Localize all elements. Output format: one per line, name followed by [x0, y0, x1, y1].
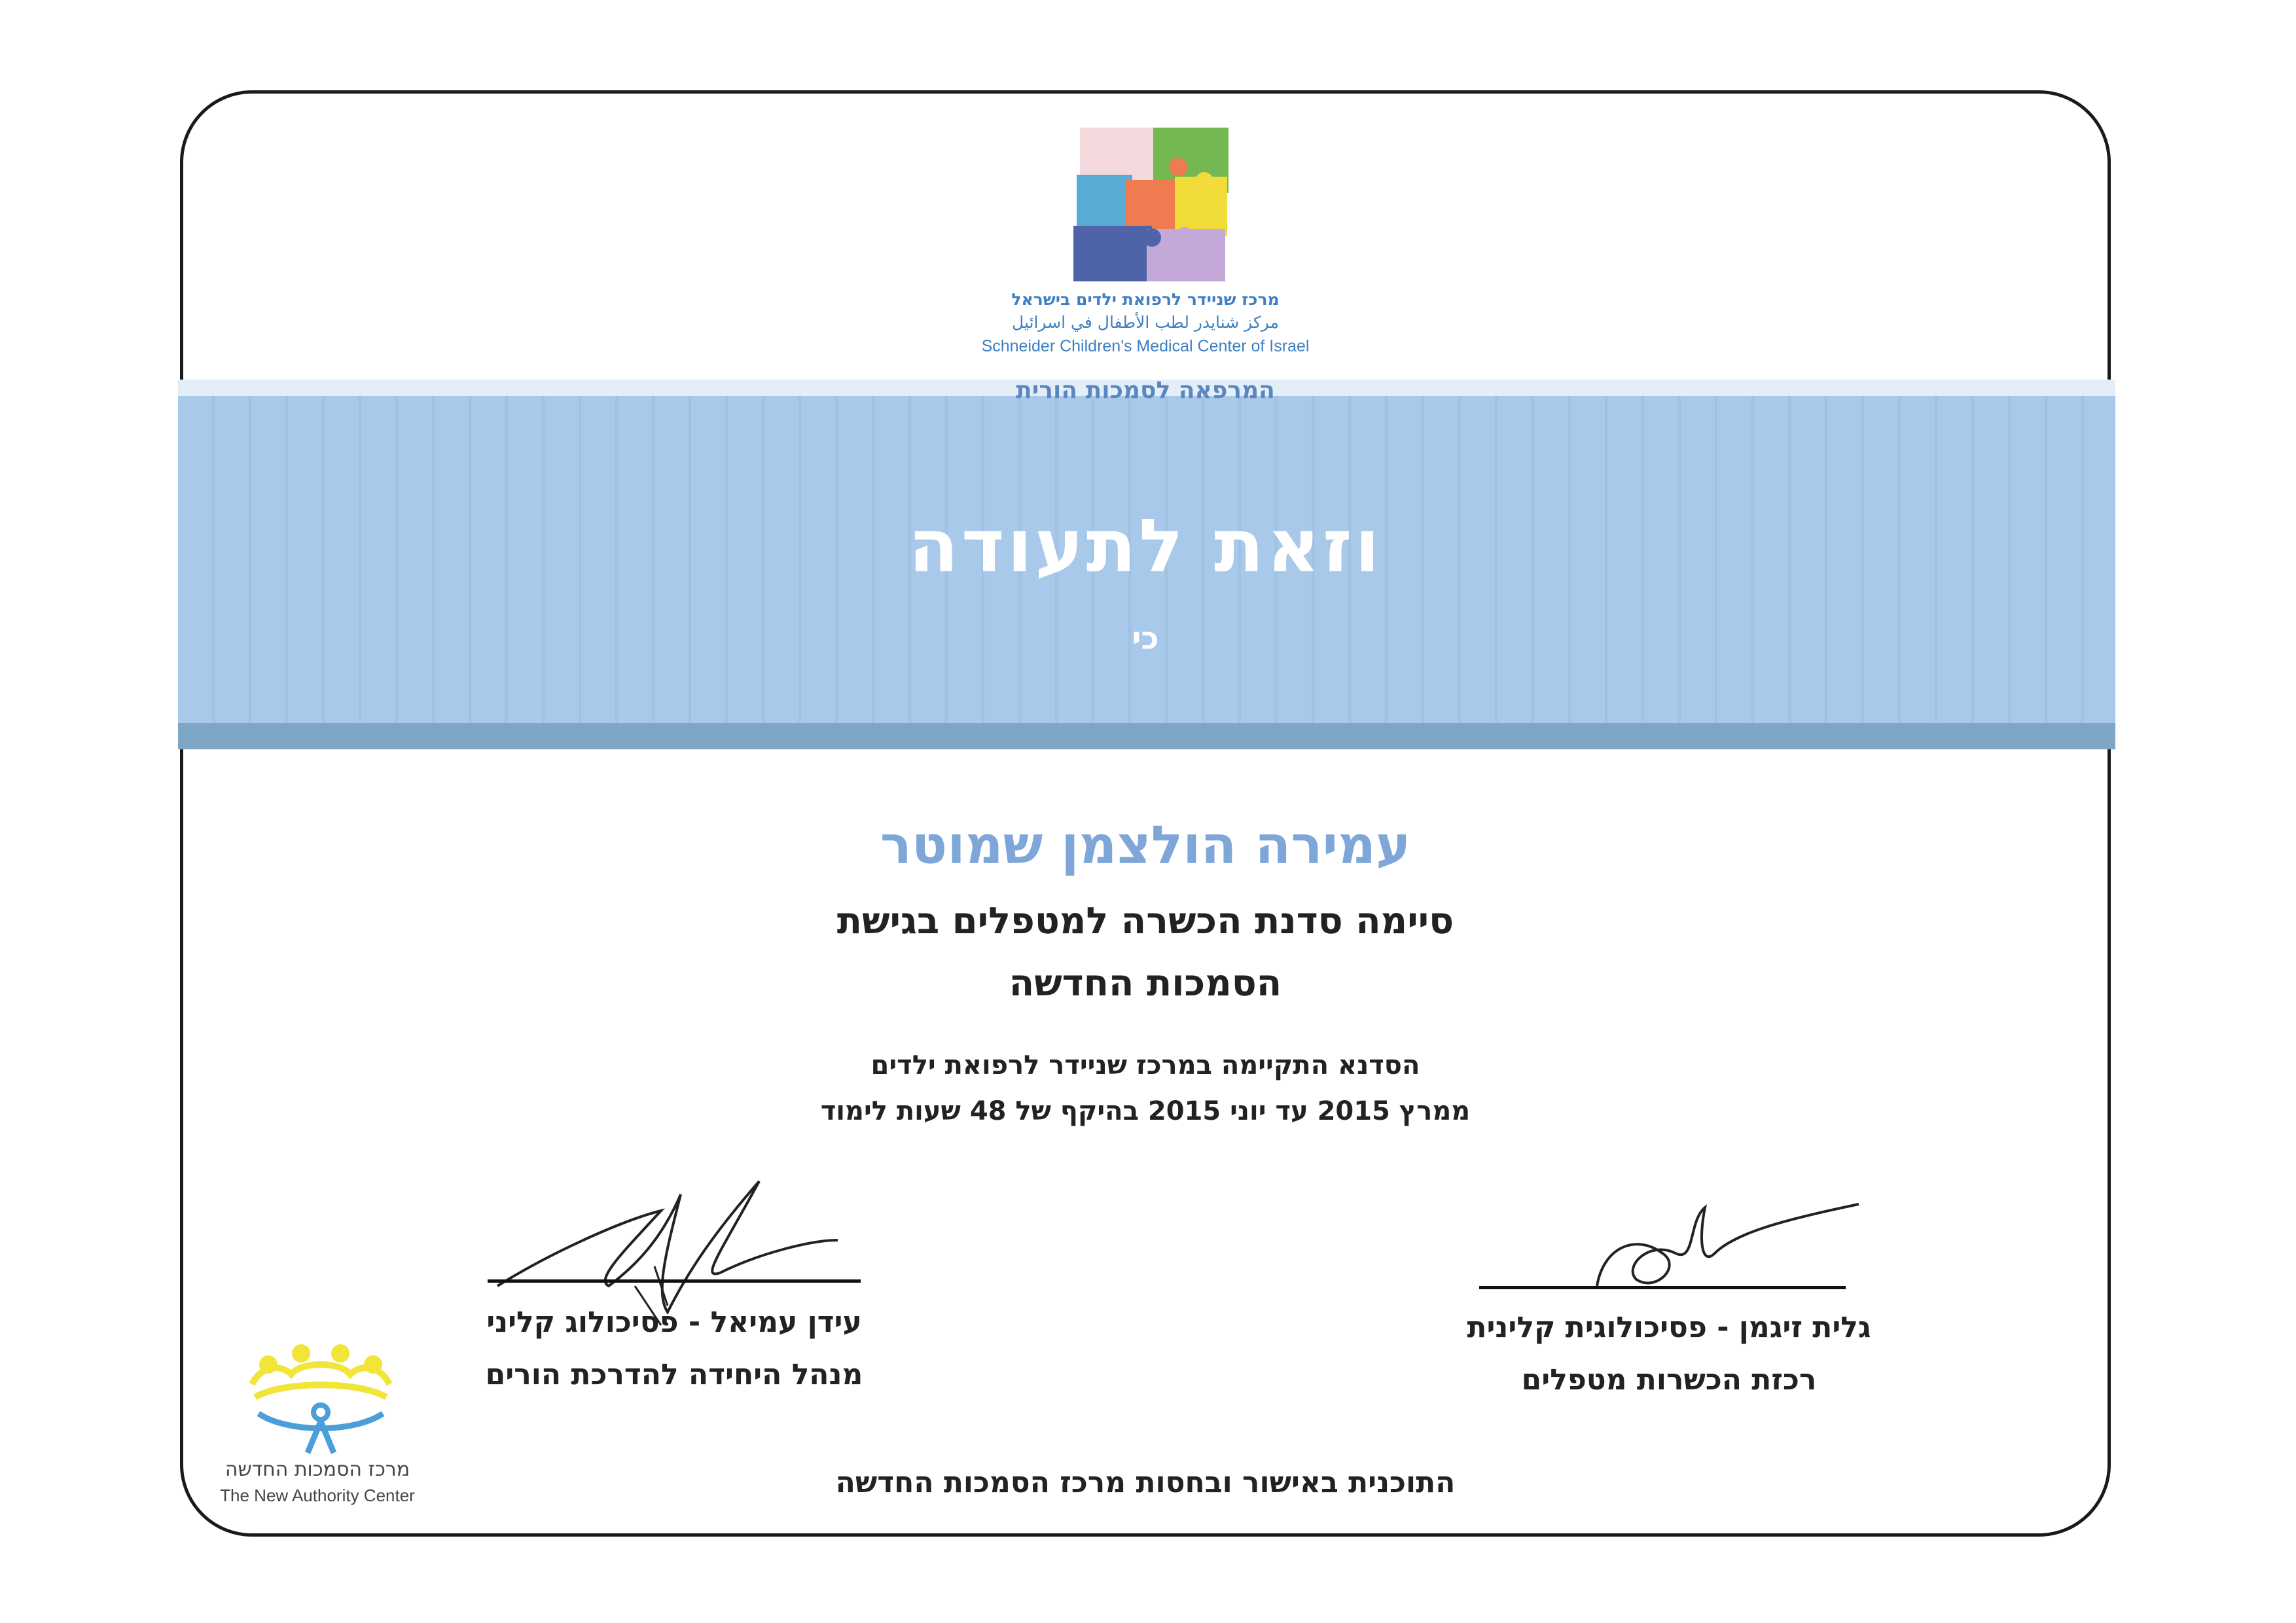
certificate-title: וזאת לתעודה — [908, 504, 1383, 589]
new-authority-logo-icon — [242, 1335, 399, 1466]
signer-right-role: רכזת הכשרות מטפלים — [1521, 1363, 1817, 1397]
workshop-location: הסדנא התקיימה במרכז שניידר לרפואת ילדים — [870, 1050, 1420, 1080]
approach-name: הסמכות החדשה — [1009, 962, 1282, 1005]
clinic-name: המרפאה לסמכות הורית — [1016, 377, 1275, 404]
certificate-ki: כי — [1132, 620, 1159, 657]
workshop-dates: ממרץ 2015 עד יוני 2015 בהיקף של 48 שעות לימוד — [820, 1096, 1471, 1126]
recipient-name: עמירה הולצמן שמוטר — [880, 815, 1411, 876]
signature-line-left — [488, 1279, 861, 1283]
hospital-name-hebrew: מרכז שניידר לרפואת ילדים בישראל — [1011, 290, 1280, 309]
footer-sponsorship: התוכנית באישור ובחסות מרכז הסמכות החדשה — [835, 1466, 1456, 1499]
authority-name-hebrew: מרכז הסמכות החדשה — [224, 1458, 410, 1481]
signature-line-right — [1479, 1286, 1846, 1289]
authority-name-english: The New Authority Center — [220, 1486, 415, 1505]
signer-left-role: מנהל היחידה להדרכת הורים — [485, 1358, 863, 1391]
signer-right-name: גלית זיגמן - פסיכולוגית קלינית — [1467, 1311, 1871, 1344]
hospital-name-english: Schneider Children's Medical Center of Israel — [981, 337, 1310, 355]
puzzle-logo-icon — [1073, 128, 1234, 281]
hospital-name-arabic: مركز شنايدر لطب الأطفال في اسرائيل — [1012, 313, 1279, 332]
signer-left-name: עידן עמיאל - פסיכולוג קליני — [486, 1306, 862, 1339]
banner-bottom-strip — [178, 723, 2115, 749]
completion-line: סיימה סדנת הכשרה למטפלים בגישת — [836, 900, 1454, 942]
